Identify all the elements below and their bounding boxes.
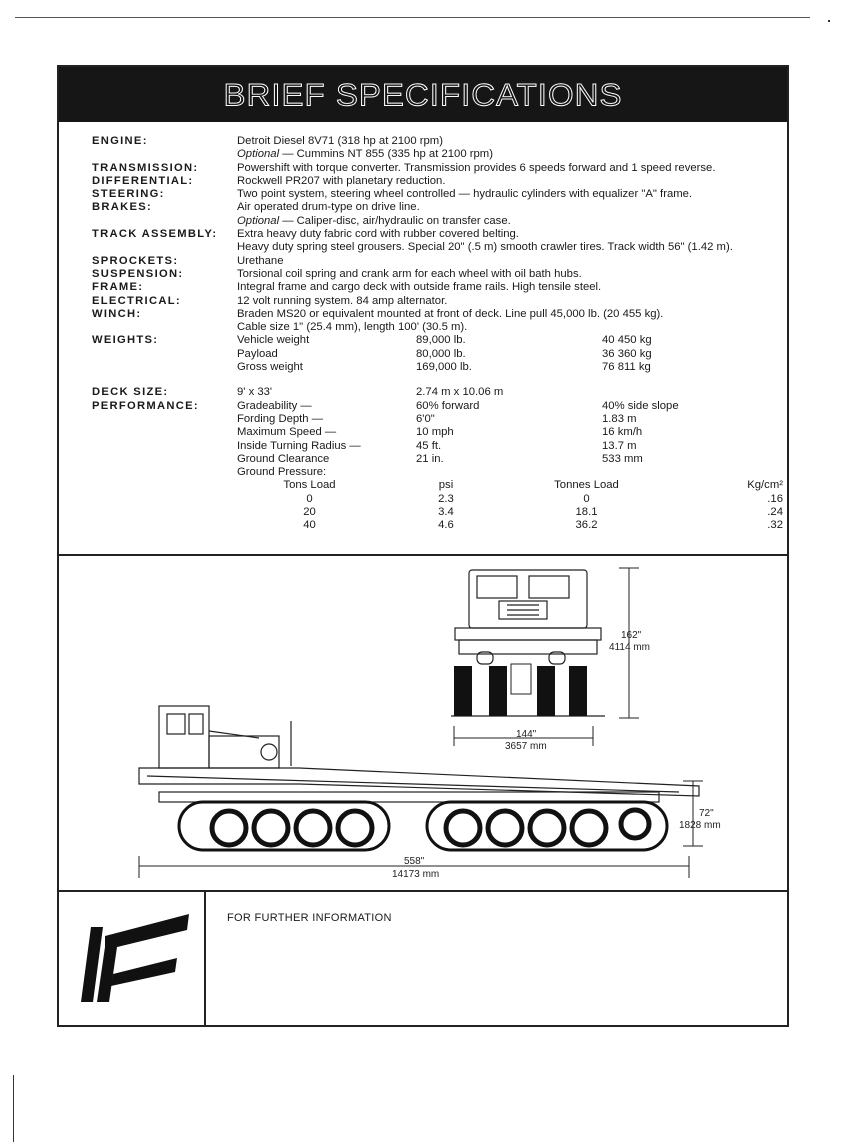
spec-text: — Cummins NT 855 (335 hp at 2100 rpm) bbox=[279, 148, 493, 161]
spec-row bbox=[59, 386, 787, 399]
spec-table-row bbox=[237, 348, 787, 361]
spec-cell: 16 km/h bbox=[602, 426, 643, 439]
spec-value bbox=[237, 135, 787, 162]
spec-table-row bbox=[237, 334, 787, 347]
company-logo-box bbox=[59, 892, 206, 1025]
spec-text: Air operated drum-type on drive line. bbox=[237, 201, 420, 214]
spec-cell: 21 in. bbox=[416, 452, 444, 465]
spec-table-row bbox=[237, 466, 787, 479]
spec-label bbox=[59, 479, 237, 532]
spec-text: Urethane bbox=[237, 254, 284, 267]
spec-value bbox=[237, 308, 787, 335]
spec-cell: 40 450 kg bbox=[602, 334, 652, 347]
spec-row bbox=[59, 453, 787, 466]
spec-label: DECK SIZE: bbox=[92, 386, 169, 399]
spec-cell: 10 mph bbox=[416, 426, 454, 439]
spec-cell: Vehicle weight bbox=[237, 334, 310, 347]
spec-value bbox=[237, 188, 787, 201]
spec-label: TRANSMISSION: bbox=[92, 161, 199, 174]
spec-cell: 45 ft. bbox=[416, 439, 442, 452]
top-rule bbox=[15, 17, 810, 18]
spec-row bbox=[59, 334, 787, 347]
page-title: BRIEF SPECIFICATIONS bbox=[223, 76, 623, 113]
spec-table-row bbox=[237, 413, 787, 426]
length-mm-label: 14173 mm bbox=[392, 869, 440, 880]
spec-cell: Ground Clearance bbox=[237, 452, 330, 465]
spec-text: Integral frame and cargo deck with outside frame rails. High tensile steel. bbox=[237, 281, 602, 294]
spec-sheet bbox=[57, 65, 789, 1027]
spec-cell: Gradeability — bbox=[237, 399, 312, 412]
spec-line bbox=[237, 201, 781, 214]
pressure-header: Tonnes Load bbox=[554, 479, 619, 492]
spec-row bbox=[59, 479, 787, 532]
pressure-cell: 2.3 bbox=[438, 492, 454, 505]
spec-line bbox=[237, 321, 781, 334]
spec-cell: Ground Pressure: bbox=[237, 466, 327, 479]
pressure-cell: 4.6 bbox=[438, 519, 454, 532]
spec-label bbox=[59, 426, 237, 439]
spec-value bbox=[237, 255, 787, 268]
spec-label bbox=[59, 361, 237, 374]
spec-line bbox=[237, 162, 781, 175]
spec-label: WEIGHTS: bbox=[92, 334, 159, 347]
further-info-label: FOR FURTHER INFORMATION bbox=[227, 912, 392, 924]
spec-text: Braden MS20 or equivalent mounted at front of deck. Line pull 45,000 lb. (20 455 kg). bbox=[237, 307, 664, 320]
spec-text: — Caliper-disc, air/hydraulic on transfer case. bbox=[279, 214, 511, 227]
spec-line bbox=[237, 188, 781, 201]
spec-cell: Maximum Speed — bbox=[237, 426, 337, 439]
spec-row bbox=[59, 268, 787, 281]
pressure-cell: .16 bbox=[767, 492, 783, 505]
spec-line bbox=[237, 295, 781, 308]
optional-label: Optional bbox=[237, 148, 280, 161]
spec-row bbox=[59, 188, 787, 201]
spec-value bbox=[237, 268, 787, 281]
spec-cell: 13.7 m bbox=[602, 439, 637, 452]
spec-label: DIFFERENTIAL: bbox=[92, 174, 194, 187]
pressure-cell: 36.2 bbox=[575, 519, 598, 532]
spec-row bbox=[59, 135, 787, 162]
spacer bbox=[59, 374, 787, 386]
spec-row bbox=[59, 413, 787, 426]
front-tracks bbox=[454, 664, 587, 716]
spec-table-row bbox=[237, 453, 787, 466]
margin-line bbox=[13, 1075, 14, 1142]
pressure-table bbox=[232, 479, 824, 532]
spec-cell: 533 mm bbox=[602, 452, 643, 465]
spec-row bbox=[59, 175, 787, 188]
spec-cell: Fording Depth — bbox=[237, 412, 324, 425]
spec-label: STEERING: bbox=[92, 188, 165, 201]
spec-label bbox=[59, 440, 237, 453]
pressure-cell: 20 bbox=[303, 506, 316, 519]
spec-label: SUSPENSION: bbox=[92, 267, 184, 280]
spec-row bbox=[59, 466, 787, 479]
spec-cell: Payload bbox=[237, 347, 278, 360]
spec-value bbox=[237, 175, 787, 188]
pressure-cell: 40 bbox=[303, 519, 316, 532]
spec-value bbox=[237, 295, 787, 308]
spec-line bbox=[237, 148, 781, 161]
spec-label: ENGINE: bbox=[92, 135, 148, 147]
spec-cell: 80,000 lb. bbox=[416, 347, 466, 360]
spec-cell: 89,000 lb. bbox=[416, 334, 466, 347]
spec-line bbox=[237, 308, 781, 321]
spec-label: BRAKES: bbox=[92, 201, 153, 214]
spec-label bbox=[59, 453, 237, 466]
height-in-label: 162" bbox=[621, 630, 642, 641]
spec-row bbox=[59, 255, 787, 268]
spec-cell bbox=[416, 466, 602, 479]
spec-row bbox=[59, 400, 787, 413]
spec-text: 12 volt running system. 84 amp alternator. bbox=[237, 294, 448, 307]
spec-text: Extra heavy duty fabric cord with rubber covered belting. bbox=[237, 228, 519, 241]
spec-row bbox=[59, 308, 787, 335]
spec-line bbox=[237, 228, 781, 241]
spec-label: FRAME: bbox=[92, 281, 144, 294]
pressure-cell: 0 bbox=[583, 492, 590, 505]
spec-line bbox=[237, 175, 781, 188]
spec-table-row bbox=[237, 400, 787, 413]
spec-label: TRACK ASSEMBLY: bbox=[92, 228, 218, 241]
spec-cell: Gross weight bbox=[237, 361, 303, 374]
optional-label: Optional bbox=[237, 214, 280, 227]
spec-cell: Inside Turning Radius — bbox=[237, 439, 361, 452]
spec-cell: 40% side slope bbox=[602, 399, 679, 412]
spec-text: Powershift with torque converter. Transmission provides 6 speeds forward and 1 speed reverse. bbox=[237, 161, 716, 174]
spec-line bbox=[237, 241, 781, 254]
track-mm-label: 1828 mm bbox=[679, 820, 721, 831]
spec-table-row bbox=[237, 440, 787, 453]
spec-cell bbox=[602, 466, 742, 479]
pressure-cell: 18.1 bbox=[575, 506, 598, 519]
title-banner bbox=[59, 67, 787, 122]
spec-row bbox=[59, 228, 787, 255]
pressure-header: Kg/cm² bbox=[747, 479, 783, 492]
spec-row bbox=[59, 348, 787, 361]
spec-label: SPROCKETS: bbox=[92, 254, 179, 267]
spec-line bbox=[237, 255, 781, 268]
length-in-label: 558" bbox=[404, 856, 425, 867]
spec-row bbox=[59, 361, 787, 374]
spec-text: Cable size 1" (25.4 mm), length 100' (30.5 m). bbox=[237, 321, 468, 334]
pressure-cell: 3.4 bbox=[438, 506, 454, 519]
spec-label: PERFORMANCE: bbox=[92, 399, 199, 412]
spec-cell: 169,000 lb. bbox=[416, 361, 472, 374]
spec-row bbox=[59, 201, 787, 228]
spec-text: Heavy duty spring steel grousers. Special 20" (.5 m) smooth crawler tires. Track width 56" (1.42 m). bbox=[237, 241, 733, 254]
vehicle-drawing-svg bbox=[59, 556, 787, 890]
spec-cell bbox=[602, 386, 742, 399]
spec-value bbox=[237, 281, 787, 294]
spec-cell: 2.74 m x 10.06 m bbox=[416, 386, 504, 399]
spec-row bbox=[59, 426, 787, 439]
spec-table-row bbox=[237, 361, 787, 374]
spec-label bbox=[59, 413, 237, 426]
spec-row bbox=[59, 295, 787, 308]
width-mm-label: 3657 mm bbox=[505, 741, 547, 752]
spec-text: Torsional coil spring and crank arm for each wheel with oil bath hubs. bbox=[237, 267, 582, 280]
spec-cell: 9' x 33' bbox=[237, 386, 273, 399]
track-in-label: 72" bbox=[699, 808, 714, 819]
specifications-list bbox=[59, 135, 787, 533]
side-view bbox=[139, 706, 699, 802]
spec-row bbox=[59, 162, 787, 175]
pressure-header: psi bbox=[438, 479, 454, 492]
height-mm-label: 4114 mm bbox=[609, 642, 650, 653]
spec-line bbox=[237, 268, 781, 281]
spec-cell: 1.83 m bbox=[602, 412, 637, 425]
pressure-cell: 0 bbox=[306, 492, 313, 505]
vehicle-drawing bbox=[59, 556, 787, 890]
spec-line bbox=[237, 281, 781, 294]
width-in-label: 144" bbox=[516, 729, 537, 740]
spec-value bbox=[237, 228, 787, 255]
spec-cell: 76 811 kg bbox=[602, 361, 651, 374]
spec-cell: 60% forward bbox=[416, 399, 480, 412]
spec-value bbox=[237, 201, 787, 228]
spec-text: Detroit Diesel 8V71 (318 hp at 2100 rpm) bbox=[237, 135, 443, 147]
pressure-header: Tons Load bbox=[283, 479, 336, 492]
spec-line bbox=[237, 135, 781, 148]
spec-row bbox=[59, 281, 787, 294]
spec-label bbox=[59, 348, 237, 361]
spec-cell: 6'0" bbox=[416, 412, 435, 425]
spec-row bbox=[59, 440, 787, 453]
spec-table-row bbox=[237, 386, 787, 399]
pressure-cell: .32 bbox=[767, 519, 783, 532]
speck bbox=[828, 20, 830, 22]
spec-value bbox=[237, 162, 787, 175]
spec-line bbox=[237, 215, 781, 228]
spec-text: Two point system, steering wheel controlled — hydraulic cylinders with equalizer "A" frame. bbox=[237, 188, 693, 201]
spec-label: ELECTRICAL: bbox=[92, 294, 181, 307]
spec-table-row bbox=[237, 426, 787, 439]
pressure-cell: .24 bbox=[767, 506, 783, 519]
spec-cell: 36 360 kg bbox=[602, 347, 652, 360]
spec-text: Rockwell PR207 with planetary reduction. bbox=[237, 174, 446, 187]
company-logo bbox=[59, 892, 204, 1025]
spec-label: WINCH: bbox=[92, 307, 142, 320]
spec-label bbox=[59, 466, 237, 479]
